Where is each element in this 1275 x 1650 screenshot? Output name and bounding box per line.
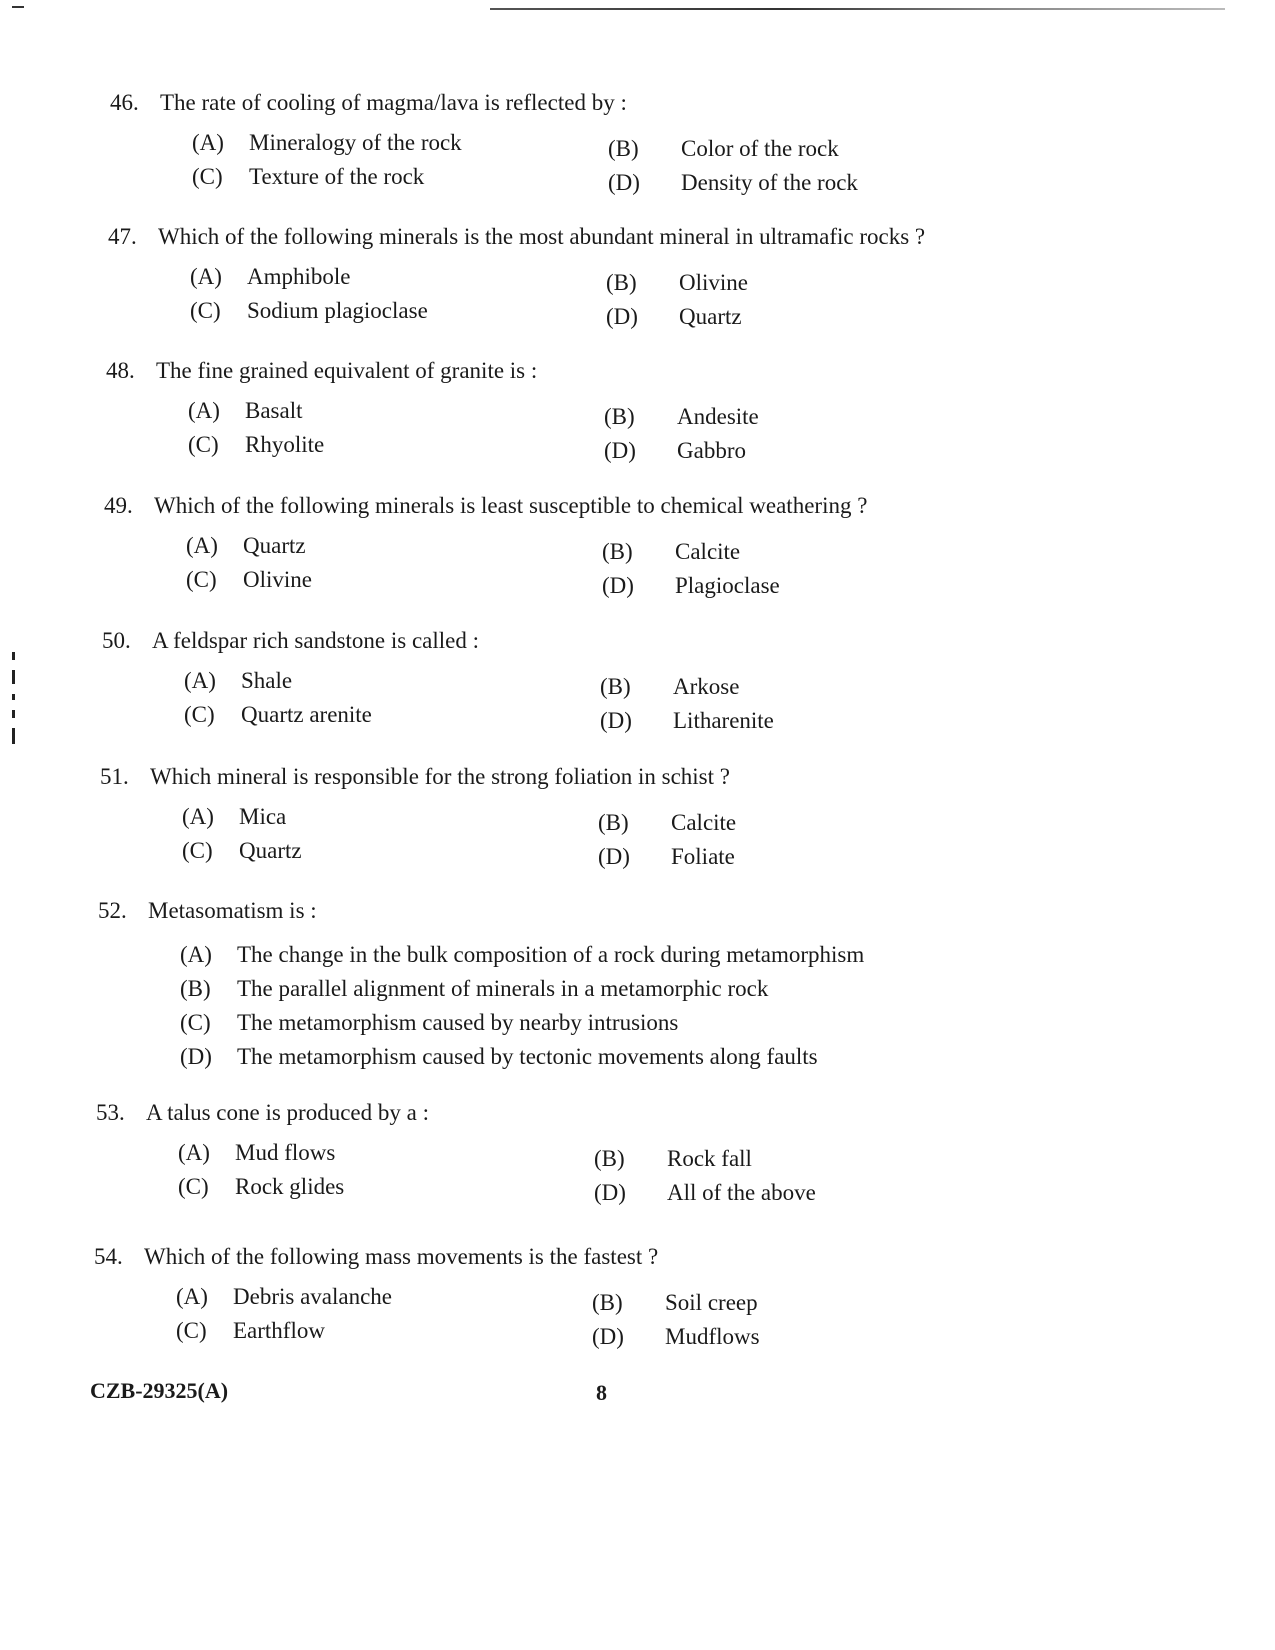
option-letter-a: (A): [186, 533, 218, 558]
option-letter-c: (C): [186, 567, 217, 592]
option-letter-b: (B): [606, 270, 637, 295]
option-d: Gabbro: [677, 438, 746, 463]
option-letter-a: (A): [190, 264, 222, 289]
question-number: 46.: [110, 90, 139, 115]
options: [184, 664, 774, 732]
option-d: Plagioclase: [675, 573, 780, 598]
option-letter-c: (C): [192, 164, 223, 189]
option-d: Quartz: [679, 304, 742, 329]
question-46: [110, 90, 858, 194]
option-b: Andesite: [677, 404, 759, 429]
question-51: [100, 764, 736, 868]
option-letter-d: (D): [180, 1044, 212, 1069]
option-letter-a: (A): [180, 942, 212, 967]
option-letter-b: (B): [602, 539, 633, 564]
margin-scan-marks: [12, 652, 18, 754]
option-a: Debris avalanche: [233, 1284, 393, 1309]
option-c: Earthflow: [233, 1318, 325, 1343]
paper-code: CZB-29325(A): [90, 1378, 229, 1403]
option-letter-b: (B): [598, 810, 629, 835]
option-c: Olivine: [243, 567, 312, 592]
question-number: 47.: [108, 224, 137, 249]
option-b: Arkose: [673, 674, 740, 699]
question-49: [104, 493, 867, 597]
options: [180, 938, 864, 1074]
question-number: 48.: [106, 358, 135, 383]
option-letter-d: (D): [608, 170, 640, 195]
option-letter-a: (A): [184, 668, 216, 693]
option-letter-a: (A): [188, 398, 220, 423]
question-text: A feldspar rich sandstone is called :: [152, 628, 480, 653]
option-letter-b: (B): [592, 1290, 623, 1315]
options: [188, 394, 759, 462]
option-b: Color of the rock: [681, 136, 839, 161]
option-d: All of the above: [667, 1180, 816, 1205]
option-letter-c: (C): [188, 432, 219, 457]
option-letter-b: (B): [600, 674, 631, 699]
option-letter-a: (A): [176, 1284, 208, 1309]
option-b: Olivine: [679, 270, 748, 295]
question-text: Which of the following mass movements is the fastest ?: [144, 1244, 659, 1269]
option-d: Density of the rock: [681, 170, 858, 195]
option-letter-b: (B): [594, 1146, 625, 1171]
option-c: The metamorphism caused by nearby intrusions: [237, 1010, 679, 1035]
question-47: [108, 224, 925, 328]
option-a: Quartz: [243, 533, 306, 558]
option-letter-c: (C): [178, 1174, 209, 1199]
question-number: 51.: [100, 764, 129, 789]
question-number: 52.: [98, 898, 127, 923]
option-letter-d: (D): [602, 573, 634, 598]
question-number: 50.: [102, 628, 131, 653]
option-c: Rhyolite: [245, 432, 325, 457]
option-letter-c: (C): [190, 298, 221, 323]
option-a: Amphibole: [247, 264, 351, 289]
option-letter-d: (D): [594, 1180, 626, 1205]
question-text: The rate of cooling of magma/lava is reflected by :: [160, 90, 627, 115]
question-text: A talus cone is produced by a :: [146, 1100, 429, 1125]
question-text: Which mineral is responsible for the strong foliation in schist ?: [150, 764, 730, 789]
option-letter-b: (B): [608, 136, 639, 161]
question-50: [102, 628, 774, 732]
option-d: Litharenite: [673, 708, 774, 733]
options: [182, 800, 736, 868]
option-letter-c: (C): [184, 702, 215, 727]
option-letter-d: (D): [604, 438, 636, 463]
option-b: Calcite: [675, 539, 741, 564]
option-letter-a: (A): [182, 804, 214, 829]
top-rule: [490, 8, 1225, 10]
question-number: 49.: [104, 493, 133, 518]
option-letter-a: (A): [178, 1140, 210, 1165]
options: [190, 260, 925, 328]
option-letter-d: (D): [592, 1324, 624, 1349]
option-b: Calcite: [671, 810, 737, 835]
option-b: Rock fall: [667, 1146, 752, 1171]
option-b: The parallel alignment of minerals in a metamorphic rock: [237, 976, 769, 1001]
question-52: [98, 898, 864, 1074]
question-54: [94, 1244, 760, 1348]
option-letter-c: (C): [182, 838, 213, 863]
option-c: Sodium plagioclase: [247, 298, 428, 323]
option-d: Foliate: [671, 844, 735, 869]
question-number: 54.: [94, 1244, 123, 1269]
option-d: Mudflows: [665, 1324, 760, 1349]
option-letter-b: (B): [604, 404, 635, 429]
option-a: Basalt: [245, 398, 303, 423]
option-c: Quartz: [239, 838, 302, 863]
options: [186, 529, 867, 597]
option-letter-c: (C): [180, 1010, 211, 1035]
option-a: Mud flows: [235, 1140, 336, 1165]
option-a: Shale: [241, 668, 293, 693]
option-letter-a: (A): [192, 130, 224, 155]
option-c: Quartz arenite: [241, 702, 372, 727]
option-c: Rock glides: [235, 1174, 345, 1199]
option-c: Texture of the rock: [249, 164, 425, 189]
page-number: 8: [596, 1380, 607, 1405]
option-a: Mineralogy of the rock: [249, 130, 462, 155]
option-d: The metamorphism caused by tectonic movements along faults: [237, 1044, 818, 1069]
options: [176, 1280, 760, 1348]
question-text: Which of the following minerals is the most abundant mineral in ultramafic rocks ?: [158, 224, 926, 249]
question-48: [106, 358, 759, 462]
option-a: Mica: [239, 804, 287, 829]
option-b: Soil creep: [665, 1290, 758, 1315]
question-text: The fine grained equivalent of granite is :: [156, 358, 538, 383]
options: [178, 1136, 816, 1204]
option-letter-c: (C): [176, 1318, 207, 1343]
options: [192, 126, 858, 194]
question-text: Which of the following minerals is least susceptible to chemical weathering ?: [154, 493, 868, 518]
option-letter-d: (D): [598, 844, 630, 869]
option-a: The change in the bulk composition of a rock during metamorphism: [237, 942, 865, 967]
question-number: 53.: [96, 1100, 125, 1125]
option-letter-d: (D): [606, 304, 638, 329]
option-letter-b: (B): [180, 976, 211, 1001]
question-53: [96, 1100, 816, 1204]
scan-mark: [12, 6, 24, 8]
question-text: Metasomatism is :: [148, 898, 317, 923]
option-letter-d: (D): [600, 708, 632, 733]
